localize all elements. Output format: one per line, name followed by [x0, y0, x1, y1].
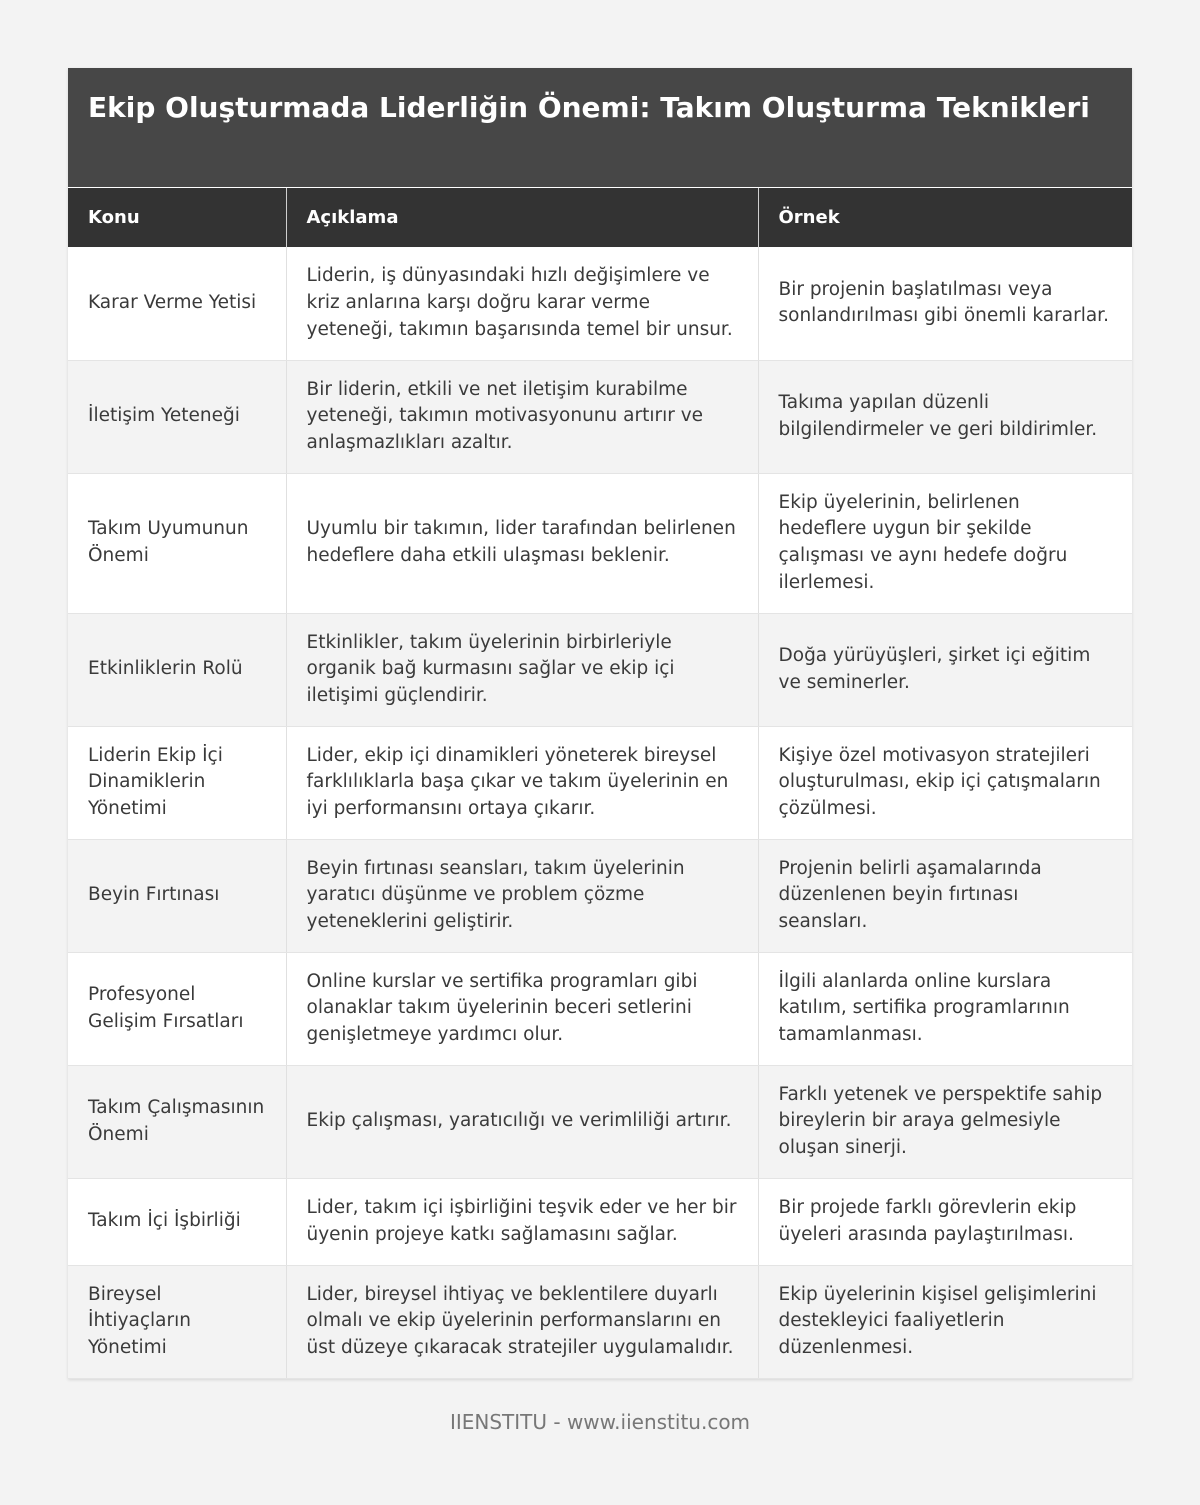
table-row: [68, 1265, 1132, 1378]
example-cell: Projenin belirli aşamalarında düzenlenen beyin fırtınası seansları.: [758, 839, 1132, 952]
topics-table: [68, 188, 1132, 1379]
topic-cell: Liderin Ekip İçi Dinamiklerin Yönetimi: [68, 726, 286, 839]
description-cell: Bir liderin, etkili ve net iletişim kurabilme yeteneği, takımın motivasyonunu artırır ve anlaşmazlıkları azaltır.: [286, 360, 758, 473]
description-cell: Etkinlikler, takım üyelerinin birbirleriyle organik bağ kurmasını sağlar ve ekip içi iletişimi güçlendirir.: [286, 613, 758, 726]
topic-cell: Beyin Fırtınası: [68, 839, 286, 952]
example-cell: Farklı yetenek ve perspektife sahip bireylerin bir araya gelmesiyle oluşan sinerji.: [758, 1065, 1132, 1178]
topic-cell: Bireysel İhtiyaçların Yönetimi: [68, 1265, 286, 1378]
table-row: [68, 1178, 1132, 1265]
description-cell: Beyin fırtınası seansları, takım üyelerinin yaratıcı düşünme ve problem çözme yeteneklerini geliştirir.: [286, 839, 758, 952]
table-row: [68, 360, 1132, 473]
page-title: Ekip Oluşturmada Liderliğin Önemi: Takım Oluşturma Teknikleri: [68, 68, 1132, 188]
example-cell: Kişiye özel motivasyon stratejileri oluşturulması, ekip içi çatışmaların çözülmesi.: [758, 726, 1132, 839]
topic-cell: İletişim Yeteneği: [68, 360, 286, 473]
description-cell: Liderin, iş dünyasındaki hızlı değişimlere ve kriz anlarına karşı doğru karar verme yeteneği, takımın başarısında temel bir unsur.: [286, 247, 758, 360]
table-row: [68, 247, 1132, 360]
topic-cell: Takım Çalışmasının Önemi: [68, 1065, 286, 1178]
topic-cell: Etkinliklerin Rolü: [68, 613, 286, 726]
column-header-example: Örnek: [758, 188, 1132, 247]
table-row: [68, 952, 1132, 1065]
topic-cell: Takım Uyumunun Önemi: [68, 473, 286, 613]
description-cell: Lider, bireysel ihtiyaç ve beklentilere duyarlı olmalı ve ekip üyelerinin performanslarını en üst düzeye çıkaracak stratejiler uygulamalıdır.: [286, 1265, 758, 1378]
example-cell: İlgili alanlarda online kurslara katılım, sertifika programlarının tamamlanması.: [758, 952, 1132, 1065]
example-cell: Doğa yürüyüşleri, şirket içi eğitim ve seminerler.: [758, 613, 1132, 726]
description-cell: Lider, ekip içi dinamikleri yöneterek bireysel farklılıklarla başa çıkar ve takım üyelerinin en iyi performansını ortaya çıkarır.: [286, 726, 758, 839]
table-header-row: [68, 188, 1132, 247]
example-cell: Takıma yapılan düzenli bilgilendirmeler ve geri bildirimler.: [758, 360, 1132, 473]
footer-credit: IIENSTITU - www.iienstitu.com: [449, 1410, 751, 1434]
example-cell: Ekip üyelerinin, belirlenen hedeflere uygun bir şekilde çalışması ve aynı hedefe doğru ilerlemesi.: [758, 473, 1132, 613]
description-cell: Online kurslar ve sertifika programları gibi olanaklar takım üyelerinin beceri setlerini genişletmeye yardımcı olur.: [286, 952, 758, 1065]
table-row: [68, 473, 1132, 613]
topic-cell: Profesyonel Gelişim Fırsatları: [68, 952, 286, 1065]
table-row: [68, 726, 1132, 839]
example-cell: Bir projenin başlatılması veya sonlandırılması gibi önemli kararlar.: [758, 247, 1132, 360]
column-header-topic: Konu: [68, 188, 286, 247]
description-cell: Uyumlu bir takımın, lider tarafından belirlenen hedeflere daha etkili ulaşması beklenir.: [286, 473, 758, 613]
topic-cell: Takım İçi İşbirliği: [68, 1178, 286, 1265]
description-cell: Lider, takım içi işbirliğini teşvik eder ve her bir üyenin projeye katkı sağlamasını sağlar.: [286, 1178, 758, 1265]
example-cell: Ekip üyelerinin kişisel gelişimlerini destekleyici faaliyetlerin düzenlenmesi.: [758, 1265, 1132, 1378]
content-card: [68, 68, 1132, 1379]
column-header-description: Açıklama: [286, 188, 758, 247]
table-row: [68, 839, 1132, 952]
example-cell: Bir projede farklı görevlerin ekip üyeleri arasında paylaştırılması.: [758, 1178, 1132, 1265]
description-cell: Ekip çalışması, yaratıcılığı ve verimliliği artırır.: [286, 1065, 758, 1178]
table-row: [68, 613, 1132, 726]
topic-cell: Karar Verme Yetisi: [68, 247, 286, 360]
table-row: [68, 1065, 1132, 1178]
